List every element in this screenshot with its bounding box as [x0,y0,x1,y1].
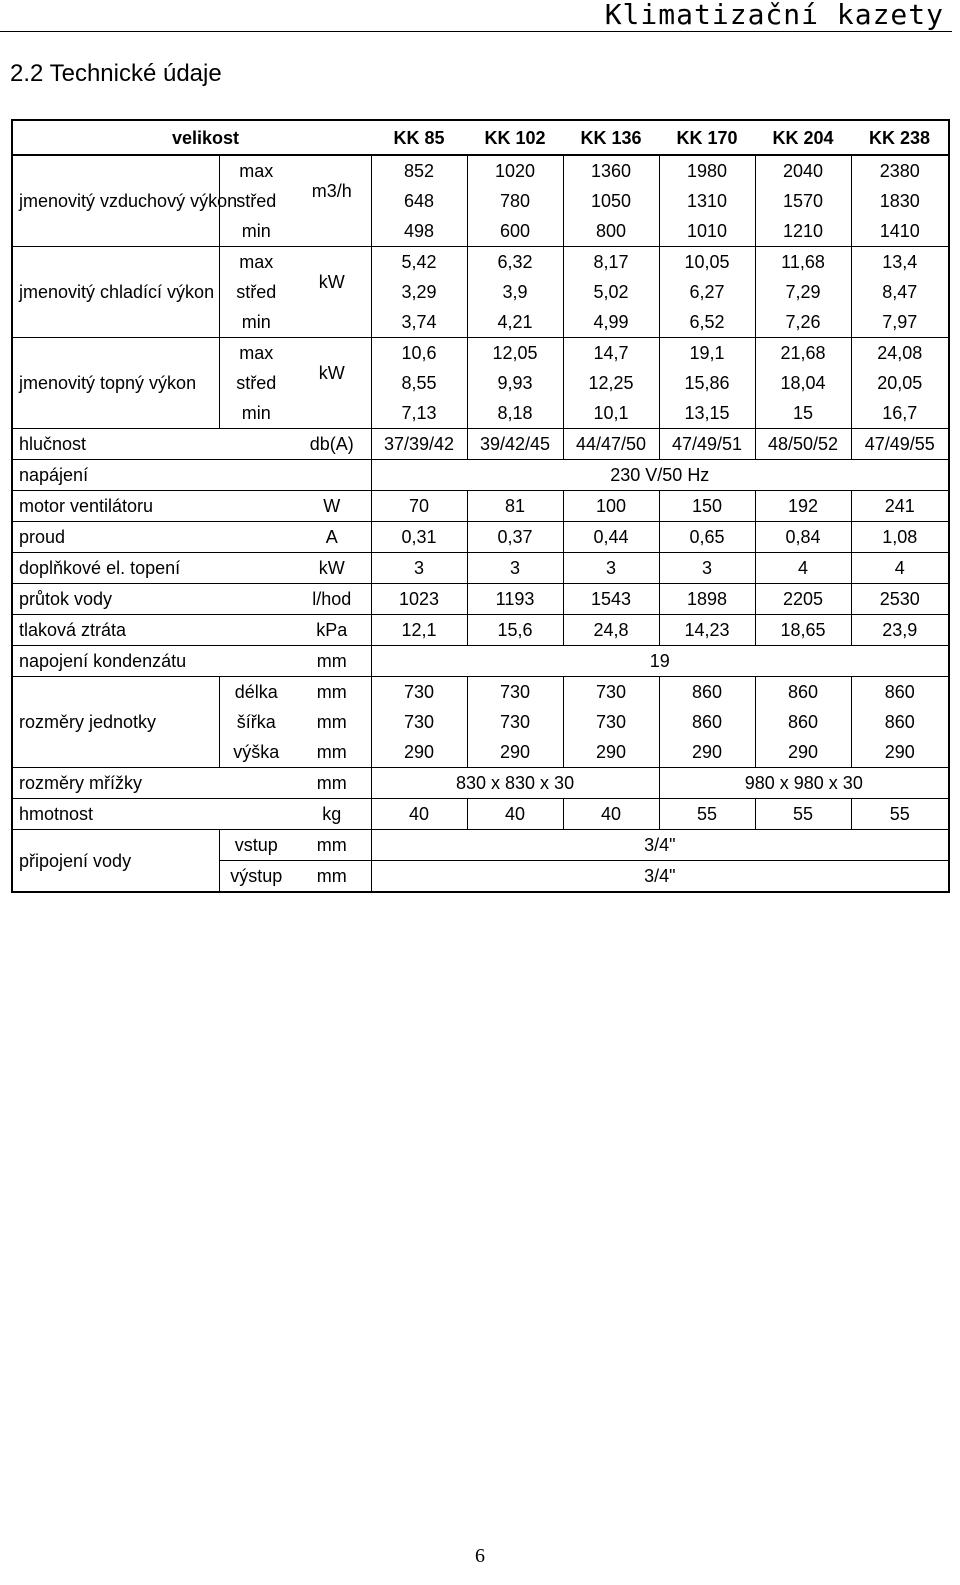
section-title: 2.2 Technické údaje [10,60,222,87]
table-cell: 1570 [755,186,851,216]
table-cell: 2530 [851,584,949,615]
table-cell: 24,08 [851,338,949,369]
table-cell: 1,08 [851,522,949,553]
model-header: KK 136 [563,120,659,155]
weight-label: hmotnost [12,799,293,830]
extra-heating-unit: kW [293,553,371,584]
table-cell: 241 [851,491,949,522]
table-cell: 55 [755,799,851,830]
table-cell: 40 [371,799,467,830]
table-cell: 290 [467,737,563,768]
table-cell: 14,23 [659,615,755,646]
model-header: KK 102 [467,120,563,155]
pressure-loss-unit: kPa [293,615,371,646]
extra-heating-label: doplňkové el. topení [12,553,293,584]
table-cell: 150 [659,491,755,522]
table-row [12,553,949,584]
grille-large-value: 980 x 980 x 30 [659,768,949,799]
table-cell: 2040 [755,155,851,186]
table-cell: 860 [659,677,755,708]
level-label: max [219,338,293,369]
table-cell: 8,17 [563,247,659,278]
table-row [12,522,949,553]
table-cell: 14,7 [563,338,659,369]
table-cell: 1410 [851,216,949,247]
level-label: max [219,155,293,186]
table-row [12,247,949,278]
table-cell: 40 [563,799,659,830]
table-row [12,429,949,460]
table-cell: 1543 [563,584,659,615]
table-cell: 290 [659,737,755,768]
dimensions-label: rozměry jednotky [12,677,219,768]
table-cell: 10,6 [371,338,467,369]
table-cell: 23,9 [851,615,949,646]
table-cell: 6,32 [467,247,563,278]
table-cell: 0,44 [563,522,659,553]
table-cell: 20,05 [851,368,949,398]
table-cell: 192 [755,491,851,522]
table-row [12,584,949,615]
table-cell: 4,21 [467,307,563,338]
table-cell: 8,18 [467,398,563,429]
level-label: min [219,398,293,429]
dimension-unit: mm [293,737,371,768]
table-cell: 0,65 [659,522,755,553]
table-cell: 0,37 [467,522,563,553]
table-cell: 11,68 [755,247,851,278]
airflow-label: jmenovitý vzduchový výkon [12,155,219,247]
cooling-label: jmenovitý chladící výkon [12,247,219,338]
connection-outlet-value: 3/4" [371,861,949,893]
table-cell: 852 [371,155,467,186]
table-cell: 15,6 [467,615,563,646]
table-row [12,799,949,830]
table-cell: 3 [467,553,563,584]
table-cell: 800 [563,216,659,247]
table-cell: 730 [371,707,467,737]
page-header [0,0,960,36]
model-header: KK 238 [851,120,949,155]
table-cell: 8,47 [851,277,949,307]
table-header-row [12,120,949,155]
page-number: 6 [475,1545,485,1567]
table-cell: 1360 [563,155,659,186]
table-cell: 39/42/45 [467,429,563,460]
power-supply-label: napájení [12,460,293,491]
table-cell: 1898 [659,584,755,615]
table-row [12,768,949,799]
table-row [12,830,949,861]
table-cell: 7,97 [851,307,949,338]
table-cell: 730 [371,677,467,708]
power-supply-value: 230 V/50 Hz [371,460,949,491]
current-unit: A [293,522,371,553]
dimension-unit: mm [316,712,347,732]
table-row [12,155,949,186]
table-row [12,646,949,677]
table-cell: 2205 [755,584,851,615]
header-title: Klimatizační kazety [604,0,944,31]
table-cell: 7,26 [755,307,851,338]
table-cell: 10,05 [659,247,755,278]
table-cell: 1830 [851,186,949,216]
table-cell: 70 [371,491,467,522]
table-cell: 81 [467,491,563,522]
table-cell: 4 [851,553,949,584]
table-cell: 1193 [467,584,563,615]
weight-unit: kg [293,799,371,830]
table-cell: 2380 [851,155,949,186]
model-header: KK 85 [371,120,467,155]
table-cell: 37/39/42 [371,429,467,460]
table-cell: 860 [851,677,949,708]
table-cell: 860 [755,677,851,708]
condensate-unit: mm [293,646,371,677]
technical-data-table [11,119,950,893]
table-cell: 7,13 [371,398,467,429]
connection-label: vstup [219,830,293,861]
table-cell: 21,68 [755,338,851,369]
table-cell: 3,29 [371,277,467,307]
table-cell: 730 [563,677,659,708]
table-cell: 12,1 [371,615,467,646]
fan-motor-unit: W [293,491,371,522]
table-cell: 16,7 [851,398,949,429]
table-cell: 1310 [659,186,755,216]
table-cell: 730 [563,707,659,737]
grille-unit: mm [293,768,371,799]
table-cell: 730 [467,707,563,737]
table-cell: 860 [851,707,949,737]
condensate-label: napojení kondenzátu [12,646,293,677]
table-cell: 6,52 [659,307,755,338]
table-cell: 860 [659,707,755,737]
table-row [12,491,949,522]
level-label: střed [219,186,293,216]
table-cell: 498 [371,216,467,247]
table-cell: 4 [755,553,851,584]
level-label: max [219,247,293,278]
table-cell: 6,27 [659,277,755,307]
water-connection-label: připojení vody [12,830,219,893]
table-cell: 290 [851,737,949,768]
water-flow-label: průtok vody [12,584,293,615]
table-cell: 19,1 [659,338,755,369]
table-cell: 55 [851,799,949,830]
table-cell: 15 [755,398,851,429]
empty-unit [293,460,371,491]
level-label: min [219,216,293,247]
table-cell: 860 [755,707,851,737]
table-cell: 5,42 [371,247,467,278]
table-cell: 1020 [467,155,563,186]
connection-inlet-value: 3/4" [371,830,949,861]
table-cell: 3 [659,553,755,584]
cooling-unit: kW [293,247,371,338]
table-cell: 290 [563,737,659,768]
table-cell: 648 [371,186,467,216]
table-cell: 290 [755,737,851,768]
table-cell: 12,05 [467,338,563,369]
noise-label: hlučnost [12,429,293,460]
level-label: střed [219,277,293,307]
table-row [12,677,949,708]
level-label: min [219,307,293,338]
table-cell: 24,8 [563,615,659,646]
model-header: KK 170 [659,120,755,155]
table-cell: 9,93 [467,368,563,398]
table-cell: 13,15 [659,398,755,429]
table-cell: 730 [467,677,563,708]
pressure-loss-label: tlaková ztráta [12,615,293,646]
header-rule [0,31,952,32]
fan-motor-label: motor ventilátoru [12,491,293,522]
table-cell: 1010 [659,216,755,247]
table-cell: 5,02 [563,277,659,307]
airflow-unit: m3/h [293,155,371,247]
table-cell: 3 [563,553,659,584]
table-row [12,460,949,491]
table-cell: 8,55 [371,368,467,398]
current-label: proud [12,522,293,553]
table-cell: 1210 [755,216,851,247]
connection-unit: mm [316,866,347,886]
table-cell: 1023 [371,584,467,615]
table-cell: 47/49/55 [851,429,949,460]
table-cell: 48/50/52 [755,429,851,460]
table-row [12,338,949,369]
table-cell: 290 [371,737,467,768]
dimension-label: délka [219,677,293,708]
table-cell: 0,31 [371,522,467,553]
table-cell: 18,04 [755,368,851,398]
water-flow-unit: l/hod [293,584,371,615]
table-cell: 3 [371,553,467,584]
table-cell: 1050 [563,186,659,216]
connection-label: výstup [219,861,293,893]
size-label: velikost [12,120,371,155]
heating-unit: kW [293,338,371,429]
table-cell: 100 [563,491,659,522]
table-cell: 40 [467,799,563,830]
level-label: střed [219,368,293,398]
table-cell: 4,99 [563,307,659,338]
dimension-label: šířka [219,707,293,737]
table-cell: 1980 [659,155,755,186]
dimension-unit: mm [316,682,347,702]
table-row [12,615,949,646]
table-cell: 15,86 [659,368,755,398]
table-cell: 600 [467,216,563,247]
grille-label: rozměry mřížky [12,768,293,799]
table-cell: 10,1 [563,398,659,429]
table-cell: 7,29 [755,277,851,307]
dimension-label: výška [219,737,293,768]
table-cell: 47/49/51 [659,429,755,460]
heating-label: jmenovitý topný výkon [12,338,219,429]
table-cell: 3,9 [467,277,563,307]
table-cell: 44/47/50 [563,429,659,460]
connection-unit: mm [293,830,371,861]
table-cell: 55 [659,799,755,830]
noise-unit: db(A) [293,429,371,460]
grille-small-value: 830 x 830 x 30 [371,768,659,799]
model-header: KK 204 [755,120,851,155]
table-cell: 0,84 [755,522,851,553]
table-cell: 3,74 [371,307,467,338]
condensate-value: 19 [371,646,949,677]
table-cell: 780 [467,186,563,216]
table-cell: 13,4 [851,247,949,278]
table-cell: 12,25 [563,368,659,398]
table-cell: 18,65 [755,615,851,646]
